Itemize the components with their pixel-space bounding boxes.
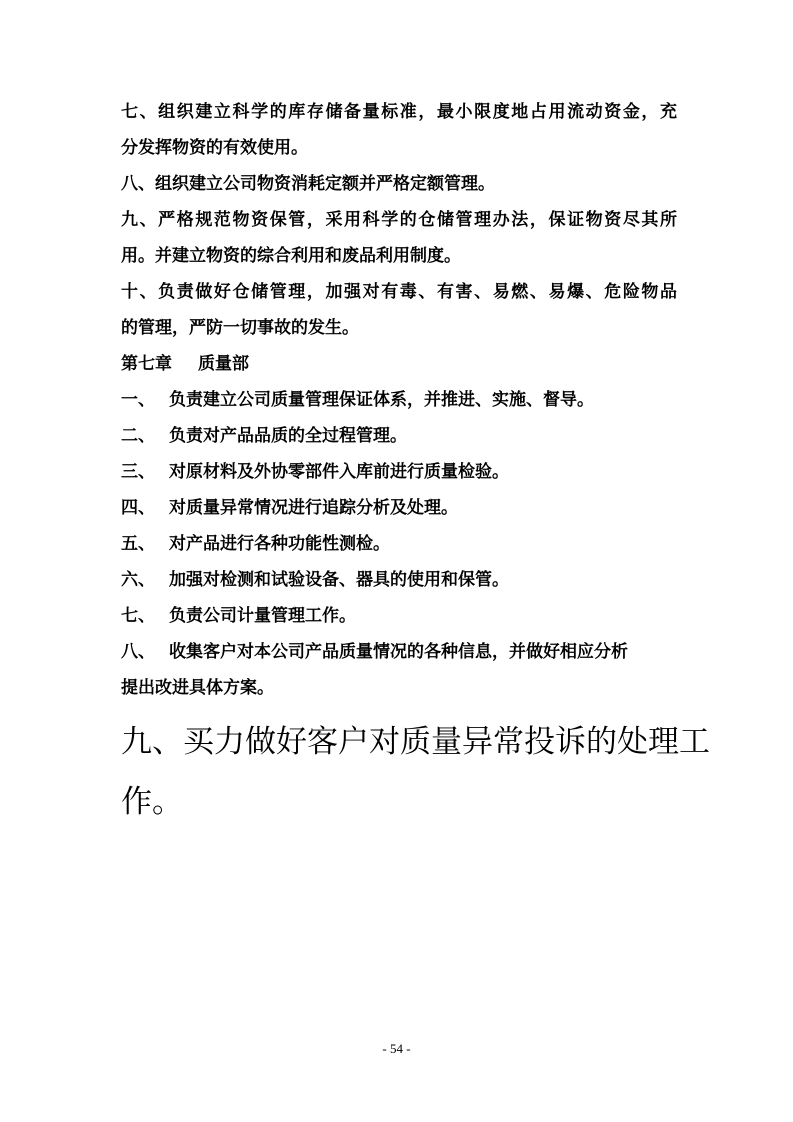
list-item-number: 一、 bbox=[121, 390, 155, 410]
list-item bbox=[121, 490, 677, 526]
list-item-number: 三、 bbox=[121, 462, 155, 482]
paragraph-line: 八、组织建立公司物资消耗定额并严格定额管理。 bbox=[121, 174, 495, 194]
page-content bbox=[121, 94, 710, 830]
list-item bbox=[121, 418, 677, 454]
list-item bbox=[121, 562, 677, 598]
list-item-text: 对质量异常情况进行追踪分析及处理。 bbox=[169, 498, 458, 518]
page-number: - 54 - bbox=[382, 1041, 411, 1056]
list-item-number: 七、 bbox=[121, 606, 155, 626]
large-text-line: 作。 bbox=[121, 784, 183, 820]
paragraph-line: 的管理，严防一切事故的发生。 bbox=[121, 318, 359, 338]
list-item-text: 加强对检测和试验设备、器具的使用和保管。 bbox=[169, 570, 509, 590]
chapter-heading bbox=[121, 346, 677, 382]
paragraph-line: 九、严格规范物资保管，采用科学的仓储管理办法，保证物资尽其所 bbox=[121, 210, 677, 230]
chapter-title: 质量部 bbox=[198, 354, 249, 374]
list-item-text: 负责对产品品质的全过程管理。 bbox=[169, 426, 407, 446]
list-item bbox=[121, 634, 677, 670]
paragraph-line: 用。并建立物资的综合利用和废品利用制度。 bbox=[121, 246, 461, 266]
list-item bbox=[121, 382, 677, 418]
paragraph-line: 七、组织建立科学的库存储备量标准，最小限度地占用流动资金，充 bbox=[121, 102, 677, 122]
large-text-line: 九、买力做好客户对质量异常投诉的处理工 bbox=[121, 724, 710, 760]
list-item-text: 负责建立公司质量管理保证体系，并推进、实施、督导。 bbox=[169, 390, 594, 410]
list-item-text: 对原材料及外协零部件入库前进行质量检验。 bbox=[169, 462, 509, 482]
chapter-number: 第七章 bbox=[121, 354, 172, 374]
list-item bbox=[121, 454, 677, 490]
paragraph-line: 十、负责做好仓储管理，加强对有毒、有害、易燃、易爆、危险物品 bbox=[121, 282, 677, 302]
list-item-text: 对产品进行各种功能性测检。 bbox=[169, 534, 390, 554]
list-item-text: 收集客户对本公司产品质量情况的各种信息，并做好相应分析 bbox=[169, 642, 628, 662]
list-item-continuation: 提出改进具体方案。 bbox=[121, 678, 274, 698]
list-item-number: 六、 bbox=[121, 570, 155, 590]
paragraph-line: 分发挥物资的有效使用。 bbox=[121, 138, 308, 158]
list-item bbox=[121, 526, 677, 562]
list-item-number: 八、 bbox=[121, 642, 155, 662]
list-item bbox=[121, 598, 677, 634]
list-item-number: 五、 bbox=[121, 534, 155, 554]
list-item-number: 二、 bbox=[121, 426, 155, 446]
list-item-text: 负责公司计量管理工作。 bbox=[169, 606, 356, 626]
list-item-number: 四、 bbox=[121, 498, 155, 518]
